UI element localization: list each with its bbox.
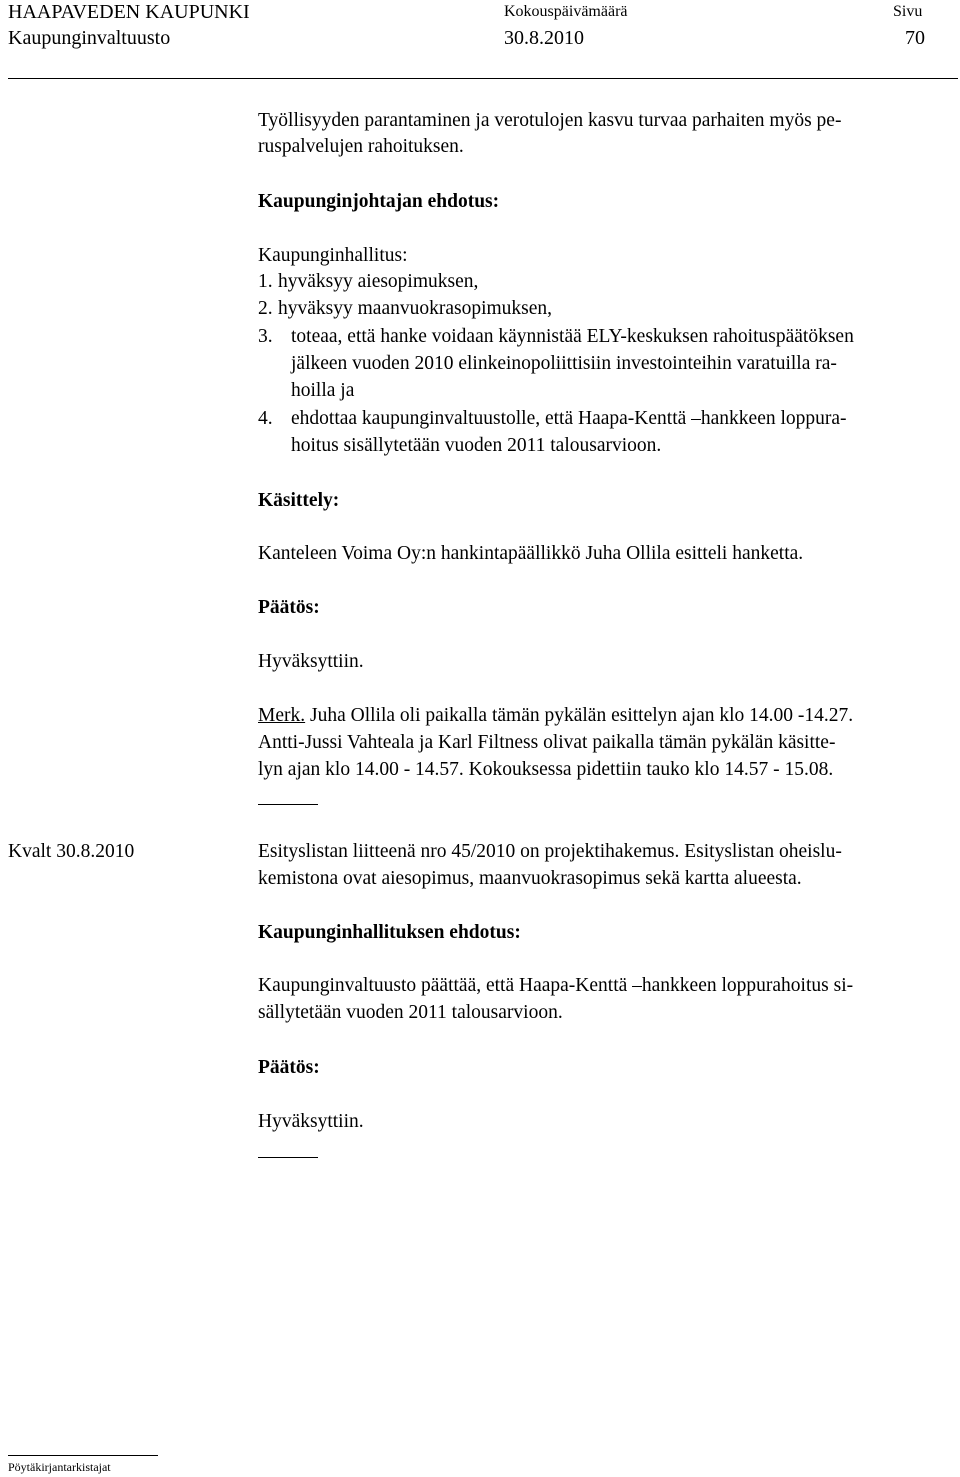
- proposal-subject: Kaupunginhallitus:: [258, 245, 408, 266]
- decision-heading-1: Päätös:: [258, 597, 320, 618]
- footer-rule: [8, 1455, 158, 1456]
- decision-text-1: Hyväksyttiin.: [258, 651, 364, 672]
- intro-line-1: Työllisyyden parantaminen ja verotulojen kasvu turvaa parhaiten myös pe-: [258, 110, 842, 131]
- note-text: Juha Ollila oli paikalla tämän pykälän esittelyn ajan klo 14.00 -14.27.: [305, 705, 854, 726]
- note-line-3: lyn ajan klo 14.00 - 14.57. Kokouksessa pidettiin tauko klo 14.57 - 15.08.: [258, 759, 834, 780]
- kvalt-line-1: Esityslistan liitteenä nro 45/2010 on projektihakemus. Esityslistan oheislu-: [258, 841, 842, 862]
- header-rule: [8, 78, 958, 79]
- body-name: Kaupunginvaltuusto: [8, 27, 171, 49]
- board-proposal-line-2: sällytetään vuoden 2011 talousarvioon.: [258, 1002, 563, 1023]
- proposal-item-3-line-3: hoilla ja: [291, 380, 355, 401]
- meeting-date: 30.8.2010: [504, 27, 584, 49]
- proposal-item-2-text: hyväksyy maanvuokrasopimuksen,: [278, 298, 553, 319]
- proposal-item-2-num: 2.: [258, 298, 273, 319]
- proposal-item-3-line-2: jälkeen vuoden 2010 elinkeinopoliittisiin investointeihin varatuilla ra-: [291, 353, 837, 374]
- kvalt-label: Kvalt 30.8.2010: [8, 841, 135, 862]
- proposal-item-4-num: 4.: [258, 408, 273, 429]
- board-proposal-heading: Kaupunginhallituksen ehdotus:: [258, 922, 521, 943]
- handling-text: Kanteleen Voima Oy:n hankintapäällikkö Juha Ollila esitteli hanketta.: [258, 543, 804, 564]
- page-number: 70: [905, 27, 925, 49]
- decision-text-2: Hyväksyttiin.: [258, 1111, 364, 1132]
- proposal-item-4-line-2: hoitus sisällytetään vuoden 2011 talousarvioon.: [291, 435, 662, 456]
- proposal-item-3-line-1: toteaa, että hanke voidaan käynnistää ELY-keskuksen rahoituspäätöksen: [291, 326, 854, 347]
- proposal-item-4-line-1: ehdottaa kaupunginvaltuustolle, että Haapa-Kenttä –hankkeen loppura-: [291, 408, 847, 429]
- board-proposal-line-1: Kaupunginvaltuusto päättää, että Haapa-Kenttä –hankkeen loppurahoitus si-: [258, 975, 854, 996]
- note-label: Merk.: [258, 705, 306, 726]
- decision-heading-2: Päätös:: [258, 1057, 320, 1078]
- kvalt-line-2: kemistona ovat aiesopimus, maanvuokrasopimus sekä kartta alueesta.: [258, 868, 802, 889]
- proposal-heading: Kaupunginjohtajan ehdotus:: [258, 191, 500, 212]
- proposal-item-3-num: 3.: [258, 326, 273, 347]
- footer-label: Pöytäkirjantarkistajat: [8, 1460, 111, 1474]
- intro-line-2: ruspalvelujen rahoituksen.: [258, 136, 464, 157]
- proposal-item-1-text: hyväksyy aiesopimuksen,: [278, 271, 479, 292]
- note-line-2: Antti-Jussi Vahteala ja Karl Filtness olivat paikalla tämän pykälän käsitte-: [258, 732, 836, 753]
- note-line-1: [258, 703, 853, 730]
- separator-1: [258, 804, 318, 805]
- proposal-item-1-num: 1.: [258, 271, 273, 292]
- date-label: Kokouspäivämäärä: [504, 3, 628, 20]
- org-name: HAAPAVEDEN KAUPUNKI: [8, 1, 250, 23]
- handling-heading: Käsittely:: [258, 490, 340, 511]
- page-label: Sivu: [893, 3, 923, 20]
- separator-2: [258, 1157, 318, 1158]
